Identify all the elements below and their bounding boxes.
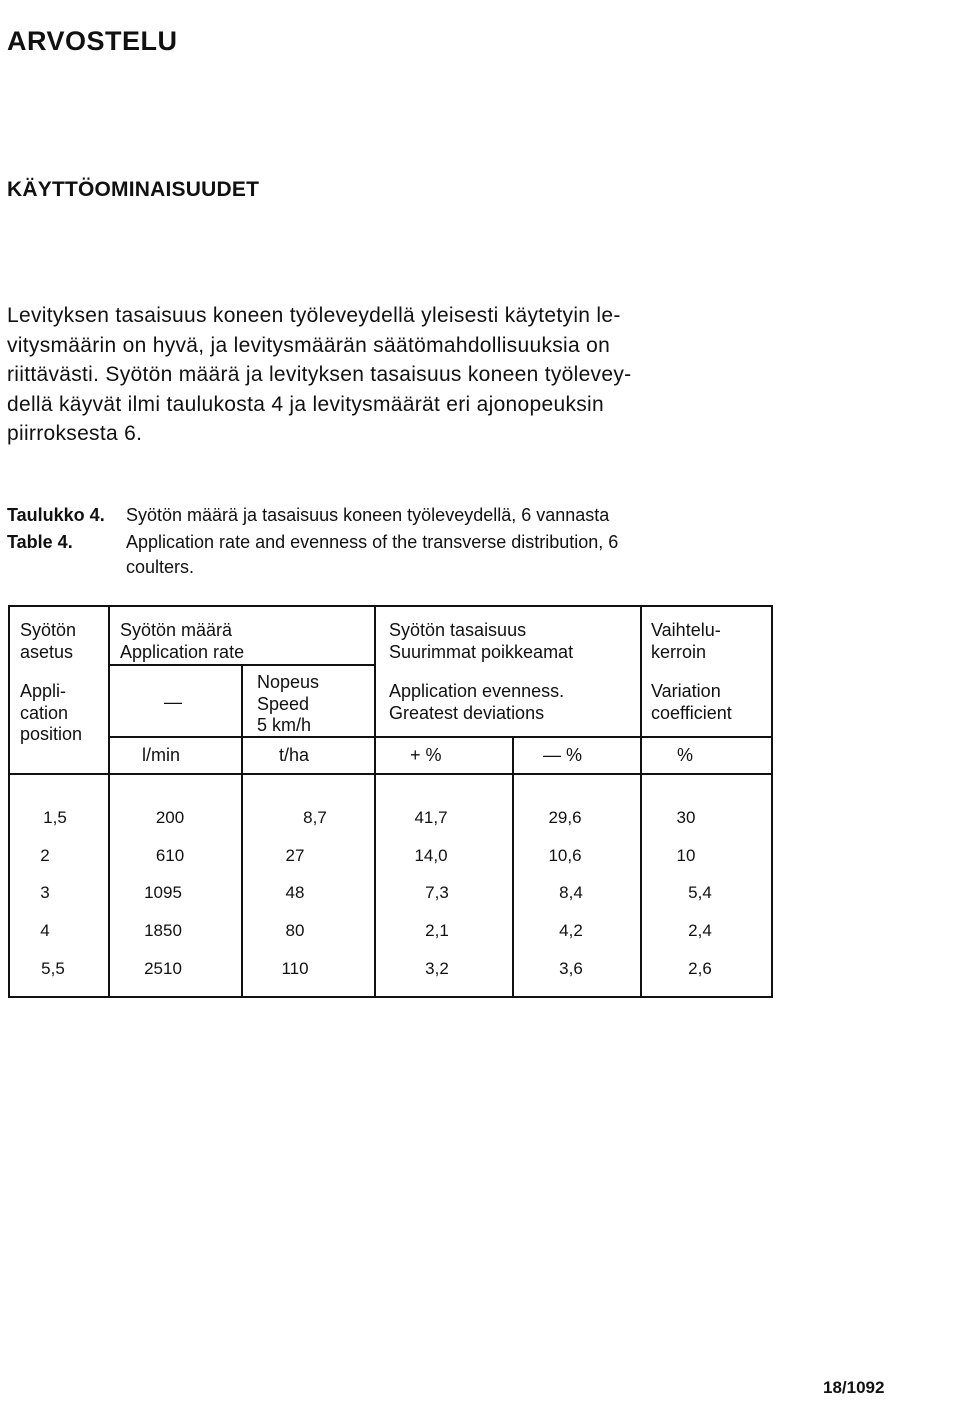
header-text: Application rate <box>120 641 245 662</box>
cell-rate: 1850 <box>144 921 182 940</box>
cell-position: 4 <box>40 921 50 940</box>
table-header-bottom-rule <box>8 773 773 775</box>
header-speed <box>257 672 319 737</box>
table-bottom-rule <box>8 996 773 998</box>
header-evenness <box>389 620 573 663</box>
header-text: Vaihtelu- <box>651 620 721 640</box>
cell-rate: 1095 <box>144 883 182 902</box>
table-rule <box>108 736 772 738</box>
cell-rate: 610 <box>155 846 185 865</box>
header-dash: — <box>164 692 182 712</box>
header-text: Greatest deviations <box>389 702 545 723</box>
header-text: kerroin <box>651 641 707 662</box>
cell-minus: 10,6 <box>548 846 582 865</box>
cell-tha: 27 <box>285 846 305 865</box>
header-text: position <box>20 724 83 744</box>
table-column-divider <box>241 664 243 998</box>
cell-position: 5,5 <box>41 959 65 978</box>
header-text: Syötön <box>20 620 77 640</box>
header-variation <box>651 620 721 663</box>
cell-minus: 4,2 <box>559 921 583 940</box>
cell-plus: 14,0 <box>414 846 448 865</box>
header-application-position-en <box>20 681 82 746</box>
unit-minus-percent: — % <box>543 745 583 765</box>
unit-plus-percent: + % <box>410 745 442 765</box>
header-text: Syötön tasaisuus <box>389 620 527 640</box>
caption-text-fi: Syötön määrä ja tasaisuus koneen työleveydellä, 6 vannasta <box>126 505 610 525</box>
header-application-position <box>20 620 76 663</box>
header-text: Speed <box>257 693 310 714</box>
paragraph-line: riittävästi. Syötön määrä ja levityksen tasaisuus koneen työlevey- <box>7 363 632 387</box>
cell-tha: 110 <box>281 959 309 978</box>
table-caption <box>7 503 105 528</box>
cell-coefficient: 2,4 <box>688 921 712 940</box>
header-text: Syötön määrä <box>120 620 233 640</box>
unit-l-min: l/min <box>142 745 181 765</box>
header-variation-en <box>651 681 732 724</box>
cell-plus: 3,2 <box>425 959 449 978</box>
table-row <box>0 883 780 903</box>
unit-percent: % <box>677 745 694 765</box>
cell-plus: 41,7 <box>414 808 448 827</box>
caption-label-en: Table 4. <box>7 532 73 552</box>
cell-rate: 200 <box>155 808 185 827</box>
header-text: Variation <box>651 681 721 701</box>
header-text: Suurimmat poikkeamat <box>389 641 574 662</box>
unit-t-ha: t/ha <box>279 745 310 765</box>
cell-position: 3 <box>40 883 50 902</box>
header-text: Appli- <box>20 681 67 701</box>
cell-coefficient: 10 <box>676 846 696 865</box>
cell-tha: 8,7 <box>303 808 327 827</box>
paragraph-line: piirroksesta 6. <box>7 422 143 446</box>
paragraph-line: Levityksen tasaisuus koneen työleveydellä yleisesti käytetyin le- <box>7 304 621 327</box>
header-text: asetus <box>20 641 74 662</box>
cell-minus: 3,6 <box>559 959 583 978</box>
caption-label-fi: Taulukko 4. <box>7 505 105 525</box>
table-top-rule <box>8 605 773 607</box>
table-row <box>0 808 780 828</box>
page-number: 18/1092 <box>823 1378 885 1397</box>
header-text: Application evenness. <box>389 681 565 701</box>
caption-label-en-wrap <box>7 530 73 555</box>
header-text: Nopeus <box>257 672 320 692</box>
cell-coefficient: 2,6 <box>688 959 712 978</box>
table-row <box>0 921 780 941</box>
header-text: coefficient <box>651 702 732 723</box>
caption-text-en: Application rate and evenness of the transverse distribution, 6 <box>126 532 619 552</box>
body-paragraph <box>7 301 782 449</box>
cell-minus: 8,4 <box>559 883 583 902</box>
cell-plus: 7,3 <box>425 883 449 902</box>
paragraph-line: dellä käyvät ilmi taulukosta 4 ja levitysmäärät eri ajonopeuksin <box>7 392 604 416</box>
cell-rate: 2510 <box>144 959 182 978</box>
cell-position: 2 <box>40 846 50 865</box>
header-evenness-en <box>389 681 564 724</box>
cell-coefficient: 30 <box>676 808 696 827</box>
table-row <box>0 846 780 866</box>
paragraph-line: vitysmäärin on hyvä, ja levitysmäärän säätömahdollisuuksia on <box>7 333 611 357</box>
table-row <box>0 959 780 979</box>
cell-position: 1,5 <box>43 808 67 827</box>
page-heading: ARVOSTELU <box>7 26 178 56</box>
cell-coefficient: 5,4 <box>688 883 712 902</box>
caption-text-en-2: coulters. <box>126 557 195 577</box>
section-heading: KÄYTTÖOMINAISUUDET <box>7 178 260 201</box>
cell-tha: 80 <box>285 921 305 940</box>
header-text: cation <box>20 702 69 723</box>
cell-minus: 29,6 <box>548 808 582 827</box>
cell-plus: 2,1 <box>425 921 449 940</box>
header-text: 5 km/h <box>257 715 312 735</box>
header-application-rate <box>120 620 244 663</box>
cell-tha: 48 <box>285 883 305 902</box>
